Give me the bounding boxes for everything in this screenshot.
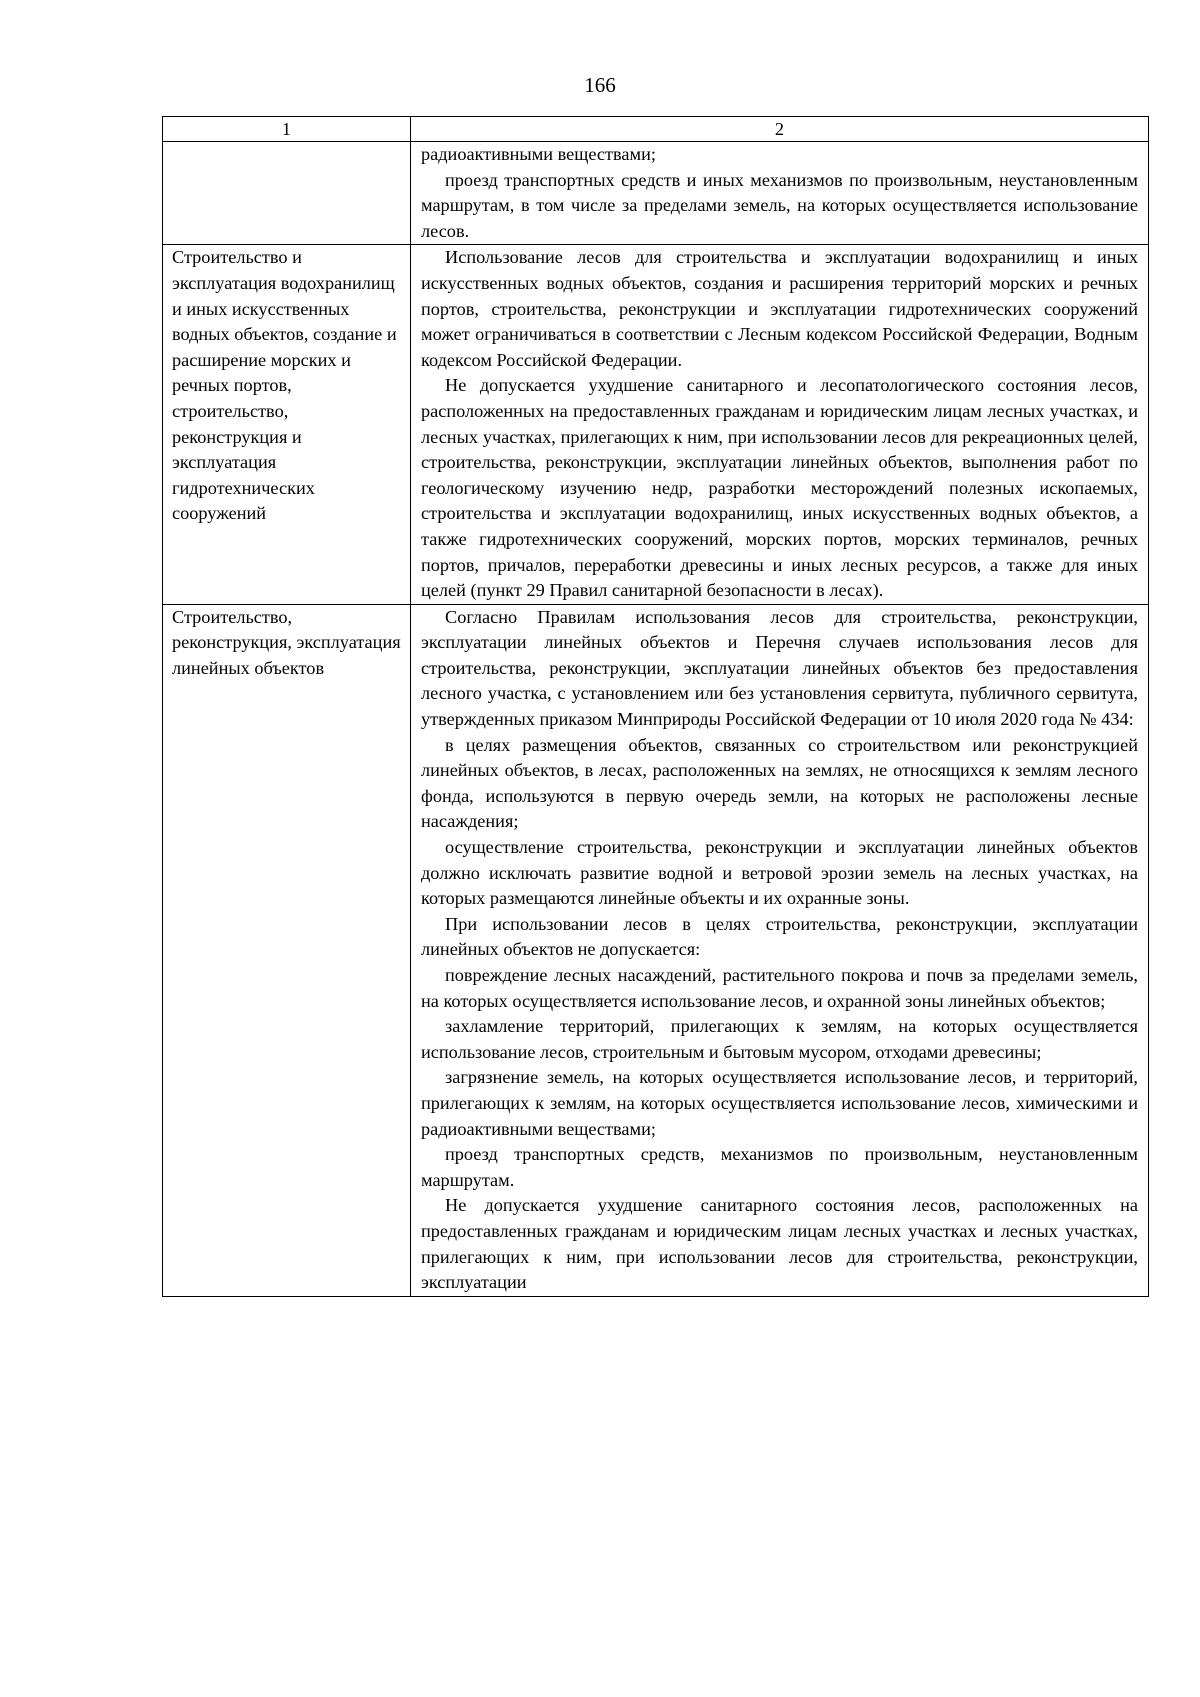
table-row [163, 604, 1149, 1296]
activity-text: Строительство, реконструкция, эксплуатация линейных объектов [172, 606, 401, 678]
paragraph: загрязнение земель, на которых осуществляется использование лесов, и территорий, прилегающих к землям, на которых осуществляется использование лесов, химическими и радиоактивными веществами; [421, 1067, 1138, 1139]
paragraph: проезд транспортных средств и иных механизмов по произвольным, неустановленным маршрутам, в том числе за пределами земель, на которых осуществляется использование лесов. [421, 169, 1138, 241]
table-header-row [163, 117, 1149, 142]
paragraph: Не допускается ухудшение санитарного и лесопатологического состояния лесов, расположенных на предоставленных гражданам и юридическим лицам лесных участках, и лесных участках, прилегающих к ним, при использовании лесов для рекреационных целей, строительства, реконструкции, эксплуатации линейных объектов, выполнения работ по геологическому изучению недр, разработки месторождений полезных ископаемых, строительства и эксплуатации водохранилищ, иных искусственных водных объектов, а также гидротехнических сооружений, морских портов, морских терминалов, речных портов, причалов, переработки древесины и иных лесных ресурсов, а также для иных целей (пункт 29 Правил санитарной безопасности в лесах). [421, 375, 1138, 601]
table-row [163, 142, 1149, 245]
paragraph: Согласно Правилам использования лесов для строительства, реконструкции, эксплуатации линейных объектов и Перечня случаев использования лесов для строительства, реконструкции, эксплуатации линейных объектов без предоставления лесного участка, с установлением или без установления сервитута, публичного сервитута, утвержденных приказом Минприроды Российской Федерации от 10 июля 2020 года № 434: [421, 606, 1138, 730]
paragraph: При использовании лесов в целях строительства, реконструкции, эксплуатации линейных объектов не допускается: [421, 913, 1138, 960]
paragraph: Использование лесов для строительства и эксплуатации водохранилищ и иных искусственных водных объектов, создания и расширения территорий морских и речных портов, строительства, реконструкции и эксплуатации гидротехнических сооружений может ограничиваться в соответствии с Лесным кодексом Российской Федерации, Водным кодексом Российской Федерации. [421, 247, 1138, 370]
regulation-table [162, 116, 1149, 1297]
requirements-cell [411, 604, 1149, 1296]
paragraph: осуществление строительства, реконструкции и эксплуатации линейных объектов должно исключать развитие водной и ветровой эрозии земель на лесных участках, на которых размещаются линейные объекты и их охранные зоны. [421, 837, 1138, 909]
paragraph: в целях размещения объектов, связанных со строительством или реконструкцией линейных объектов, в лесах, расположенных на землях, не относящихся к землям лесного фонда, используются в первую очередь земли, на которых не расположены лесные насаждения; [421, 734, 1138, 832]
page-number: 166 [584, 73, 616, 97]
activity-cell [163, 245, 411, 604]
activity-text: Строительство и эксплуатация водохранилищ и иных искусственных водных объектов, создание и расширение морских и речных портов, строительство, реконструкция и эксплуатация гидротехнических сооружений [172, 247, 397, 524]
paragraph: захламление территорий, прилегающих к землям, на которых осуществляется использование лесов, строительным и бытовым мусором, отходами древесины; [421, 1016, 1138, 1062]
activity-cell [163, 604, 411, 1296]
paragraph: повреждение лесных насаждений, растительного покрова и почв за пределами земель, на которых осуществляется использование лесов, и охранной зоны линейных объектов; [421, 965, 1138, 1011]
activity-cell [163, 142, 411, 245]
requirements-cell [411, 245, 1149, 604]
paragraph: Не допускается ухудшение санитарного состояния лесов, расположенных на предоставленных гражданам и юридическим лицам лесных участках и лесных участках, прилегающих к ним, при использовании лесов для строительства, реконструкции, эксплуатации [421, 1195, 1138, 1293]
column-header-1: 1 [163, 117, 411, 142]
table-row [163, 245, 1149, 604]
requirements-cell [411, 142, 1149, 245]
paragraph: радиоактивными веществами; [421, 144, 656, 164]
column-header-2: 2 [411, 117, 1149, 142]
paragraph: проезд транспортных средств, механизмов по произвольным, неустановленным маршрутам. [421, 1144, 1138, 1190]
